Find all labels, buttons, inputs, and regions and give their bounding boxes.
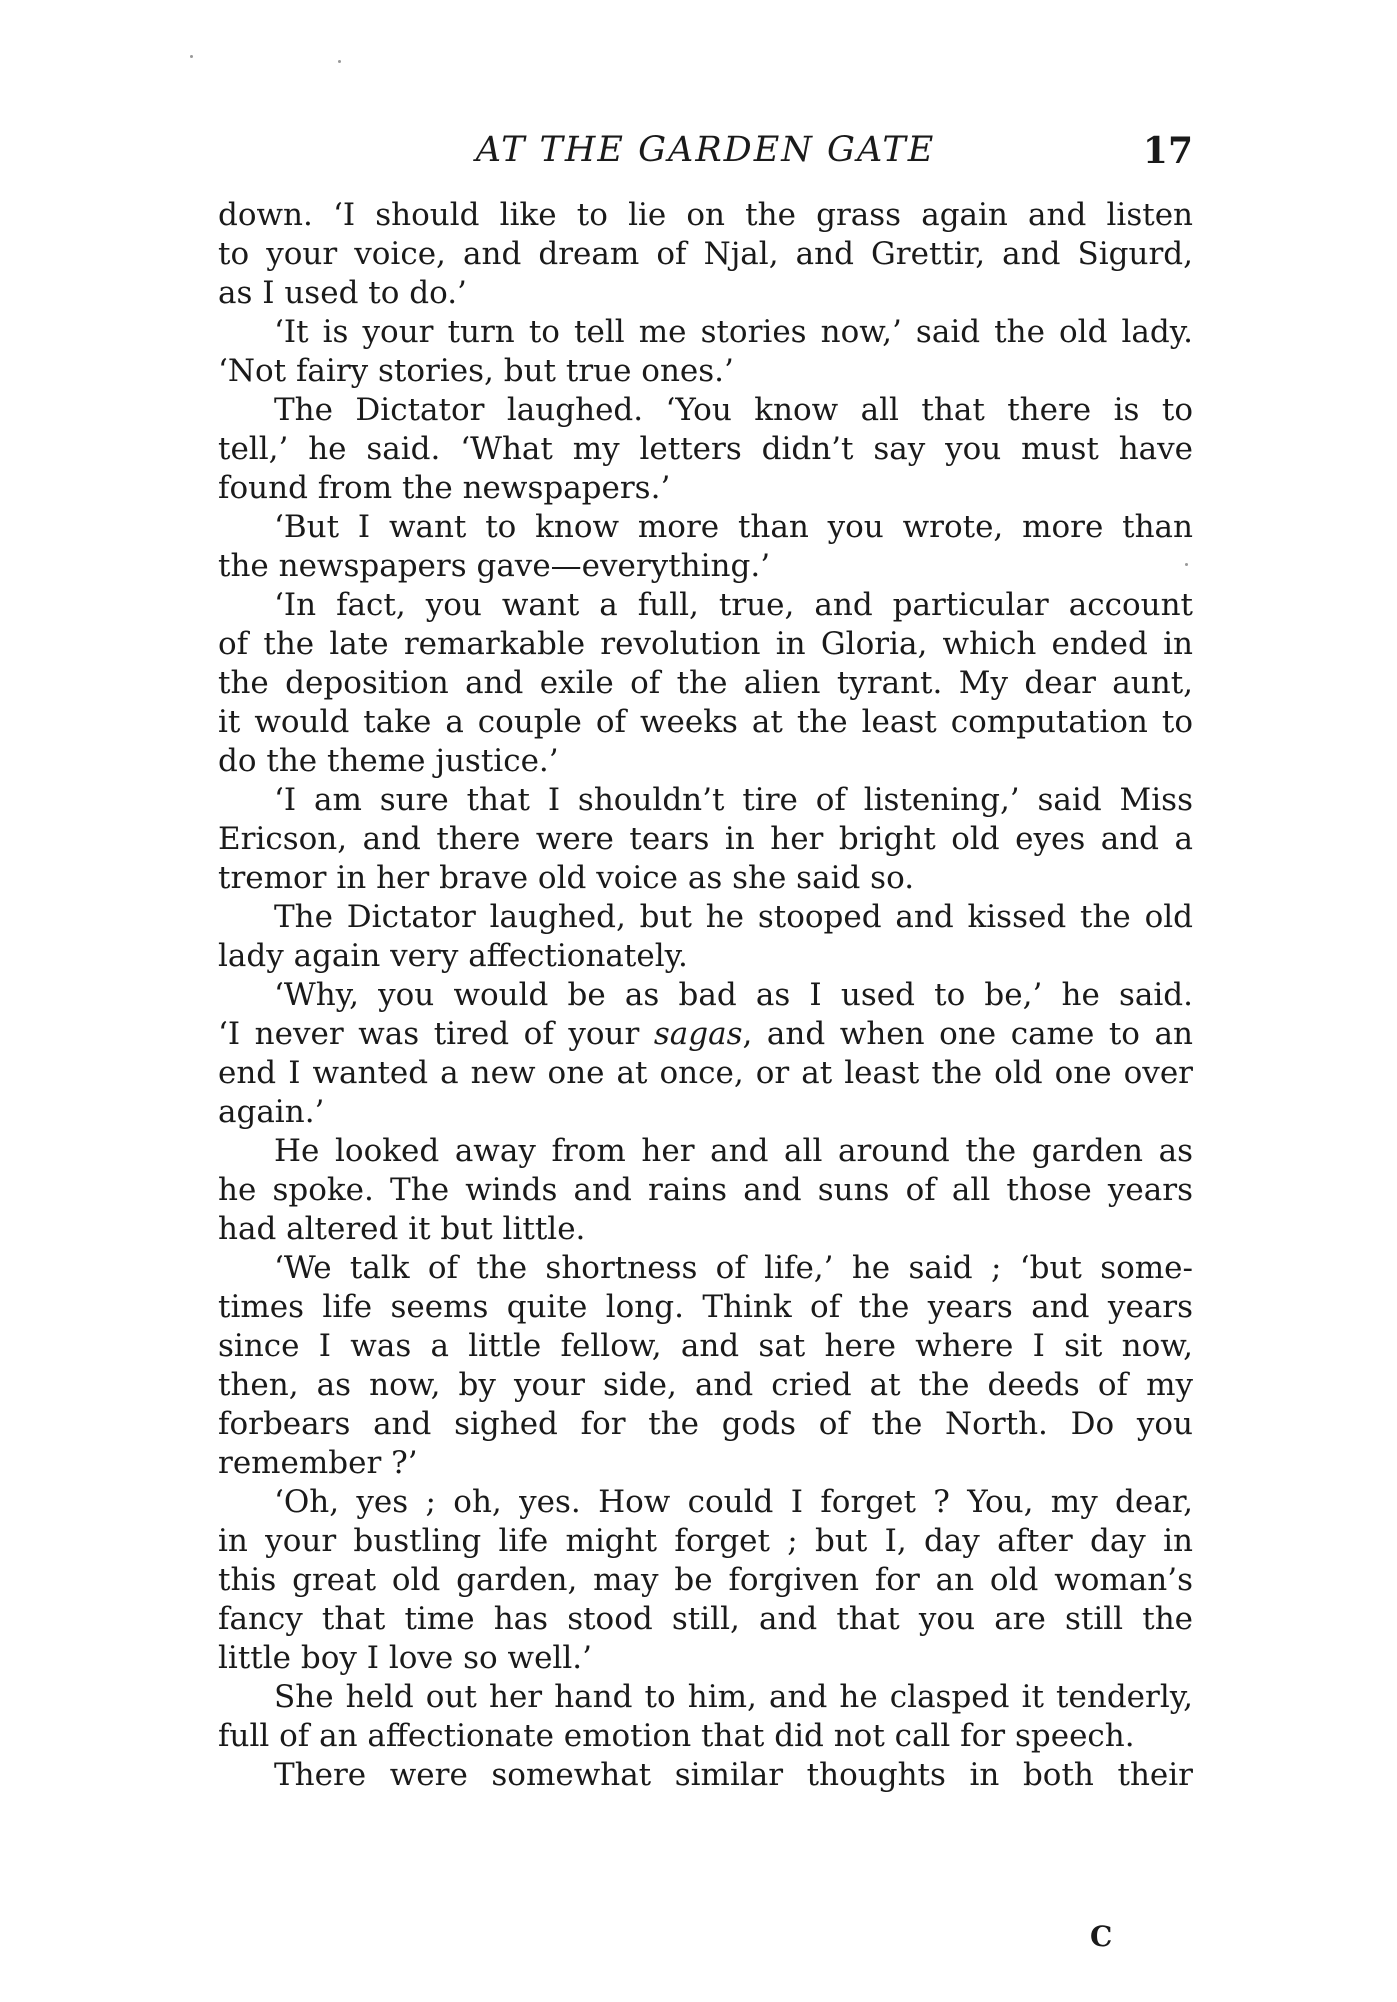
text-line: to your voice, and dream of Njal, and Grettir, and Sigurd, xyxy=(218,236,1193,272)
text-line: then, as now, by your side, and cried at the deeds of my xyxy=(218,1367,1193,1403)
text-line: the newspapers gave—everything.’ xyxy=(218,548,771,584)
text-line: it would take a couple of weeks at the least computation to xyxy=(218,704,1193,740)
text-line: ‘But I want to know more than you wrote, more than xyxy=(274,509,1193,545)
text-line: ‘It is your turn to tell me stories now,’ said the old lady. xyxy=(274,314,1193,350)
text-line: ‘I never was tired of your sagas, and when one came to an xyxy=(218,1016,1193,1052)
text-line: ‘We talk of the shortness of life,’ he said ; ‘but some- xyxy=(274,1250,1193,1286)
text-line: There were somewhat similar thoughts in both their xyxy=(274,1757,1193,1793)
text-line: lady again very affectionately. xyxy=(218,938,688,974)
text-line: ‘Why, you would be as bad as I used to be,’ he said. xyxy=(274,977,1193,1013)
text-line: little boy I love so well.’ xyxy=(218,1640,592,1676)
text-line: since I was a little fellow, and sat here where I sit now, xyxy=(218,1328,1193,1364)
text-line: The Dictator laughed. ‘You know all that there is to xyxy=(274,392,1193,428)
text-line: ‘I am sure that I shouldn’t tire of listening,’ said Miss xyxy=(274,782,1193,818)
text-line: found from the newspapers.’ xyxy=(218,470,671,506)
text-line: the deposition and exile of the alien tyrant. My dear aunt, xyxy=(218,665,1193,701)
text-line: had altered it but little. xyxy=(218,1211,586,1247)
text-line: in your bustling life might forget ; but I, day after day in xyxy=(218,1523,1193,1559)
text-line: do the theme justice.’ xyxy=(218,743,559,779)
text-line: The Dictator laughed, but he stooped and kissed the old xyxy=(274,899,1193,935)
signature-mark: C xyxy=(1090,1920,1113,1953)
page-number: 17 xyxy=(1142,130,1193,172)
text-line: again.’ xyxy=(218,1094,325,1130)
text-line: end I wanted a new one at once, or at least the old one over xyxy=(218,1055,1193,1091)
text-line: forbears and sighed for the gods of the North. Do you xyxy=(218,1406,1193,1442)
text-line: down. ‘I should like to lie on the grass again and listen xyxy=(218,197,1193,233)
text-line: ‘Not fairy stories, but true ones.’ xyxy=(218,353,734,389)
text-line: as I used to do.’ xyxy=(218,275,467,311)
text-line: this great old garden, may be forgiven for an old woman’s xyxy=(218,1562,1193,1598)
text-line: he spoke. The winds and rains and suns of all those years xyxy=(218,1172,1193,1208)
text-line: She held out her hand to him, and he clasped it tenderly, xyxy=(274,1679,1193,1715)
text-line: tell,’ he said. ‘What my letters didn’t say you must have xyxy=(218,431,1193,467)
text-line: remember ?’ xyxy=(218,1445,418,1481)
text-line: times life seems quite long. Think of the years and years xyxy=(218,1289,1193,1325)
text-line: ‘In fact, you want a full, true, and particular account xyxy=(274,587,1193,623)
text-line: full of an affectionate emotion that did not call for speech. xyxy=(218,1718,1135,1754)
body-text xyxy=(218,196,1193,1795)
text-line: fancy that time has stood still, and that you are still the xyxy=(218,1601,1193,1637)
page-header xyxy=(218,130,1193,180)
paper-speck xyxy=(190,55,193,58)
text-line: tremor in her brave old voice as she said so. xyxy=(218,860,915,896)
running-title: AT THE GARDEN GATE xyxy=(475,130,936,170)
text-line: He looked away from her and all around the garden as xyxy=(274,1133,1193,1169)
paper-speck xyxy=(338,60,341,63)
text-line: of the late remarkable revolution in Gloria, which ended in xyxy=(218,626,1193,662)
text-line: ‘Oh, yes ; oh, yes. How could I forget ? You, my dear, xyxy=(274,1484,1193,1520)
text-line: Ericson, and there were tears in her bright old eyes and a xyxy=(218,821,1193,857)
